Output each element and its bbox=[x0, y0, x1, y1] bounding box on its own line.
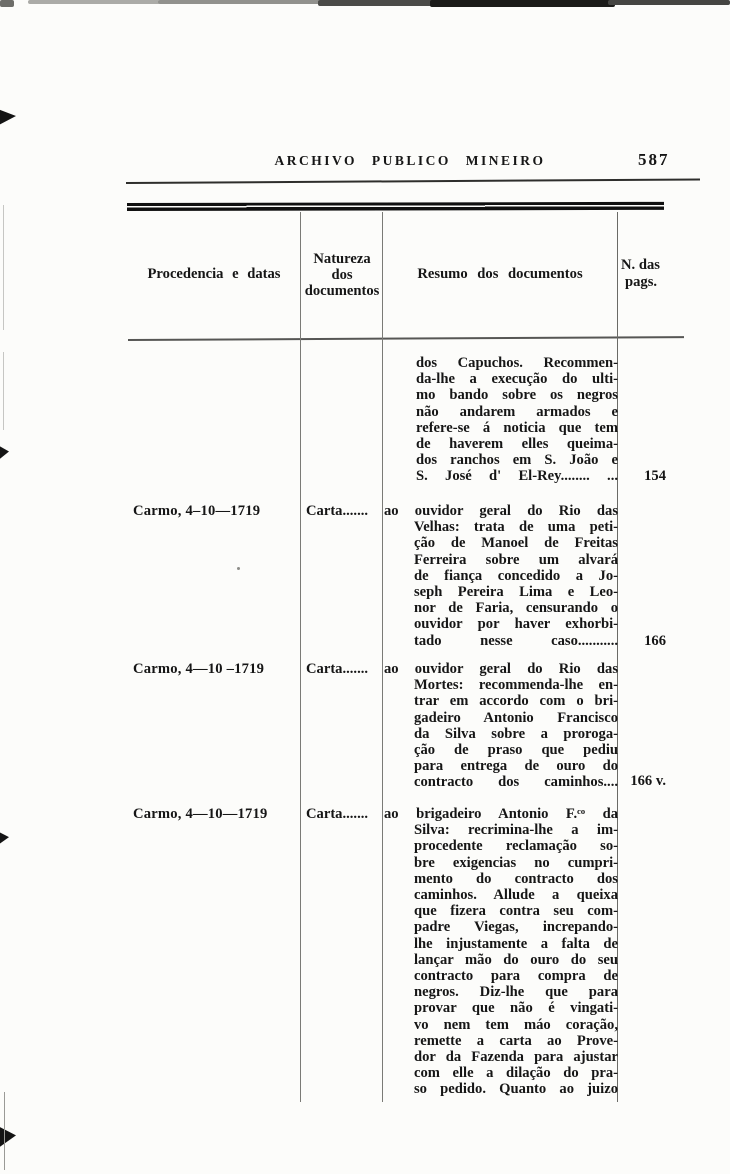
text-line: provar que não é vingati- bbox=[414, 1000, 618, 1017]
text-line: procedente reclamação so- bbox=[414, 838, 618, 855]
column-divider-2 bbox=[382, 212, 383, 1102]
text-line: da Silva sobre a proroga- bbox=[414, 725, 618, 742]
text-line: mento do contracto dos bbox=[414, 870, 618, 887]
text-line: ao ouvidor geral do Rio das bbox=[384, 503, 618, 519]
text-line: ao brigadeiro Antonio F.ᶜᵒ da bbox=[384, 806, 618, 822]
table-top-double-rule bbox=[127, 202, 664, 211]
text-line: trar em accordo com o bri- bbox=[414, 693, 618, 710]
text-line: documentos bbox=[304, 283, 380, 299]
text-line: S. José d' El-Rey........ ... bbox=[416, 468, 618, 485]
text-line: dos ranchos em S. João e bbox=[416, 452, 618, 469]
text-line: so pedido. Quanto ao juizo bbox=[414, 1081, 618, 1098]
scan-mark bbox=[318, 0, 440, 6]
document-nature: Carta....... bbox=[306, 806, 369, 822]
text-line: de haverem elles queima- bbox=[416, 436, 618, 453]
scan-mark bbox=[0, 1124, 16, 1151]
text-line: de fiança concedido a Jo- bbox=[414, 567, 618, 584]
text-line: que fizera contra seu com- bbox=[414, 903, 618, 920]
folio-page-number: 587 bbox=[638, 150, 670, 169]
text-line: caminhos. Allude a queixa bbox=[414, 887, 618, 904]
text-line: ao ouvidor geral do Rio das bbox=[384, 661, 618, 677]
scan-mark bbox=[0, 108, 16, 127]
column-header-procedencia: Procedencia e datas bbox=[147, 266, 281, 282]
text-line: N. das bbox=[621, 257, 660, 273]
page-reference: 154 bbox=[644, 468, 666, 484]
text-line: para entrega de ouro do bbox=[414, 758, 618, 775]
text-line: ção de praso que pediu bbox=[414, 742, 618, 759]
scan-mark bbox=[0, 830, 9, 847]
text-line: dos Capuchos. Recommen- bbox=[416, 355, 618, 371]
text-line: pags. bbox=[625, 273, 658, 290]
text-line: contracto para compra de bbox=[414, 968, 618, 985]
text-line: tado nesse caso........... bbox=[414, 632, 618, 649]
text-line: lançar mão do ouro do seu bbox=[414, 951, 618, 968]
header-rule bbox=[126, 178, 700, 184]
text-line: nor de Faria, censurando o bbox=[414, 600, 618, 617]
text-line: refere-se á noticia que tem bbox=[416, 419, 618, 436]
text-line: padre Viegas, increpando- bbox=[414, 919, 618, 936]
column-header-pags bbox=[621, 257, 673, 290]
text-line: lhe injustamente a falta de bbox=[414, 935, 618, 952]
text-line: Natureza bbox=[313, 251, 371, 267]
text-line: bre exigencias no cumpri- bbox=[414, 854, 618, 871]
text-line: dos bbox=[331, 267, 353, 283]
scan-mark bbox=[3, 205, 4, 330]
procedencia-date: Carmo, 4—10 –1719 bbox=[133, 661, 265, 677]
scan-mark bbox=[0, 444, 9, 462]
page-reference: 166 bbox=[644, 633, 666, 649]
page-reference: 166 v. bbox=[630, 773, 666, 789]
resumo-text bbox=[384, 503, 618, 649]
text-line: Ferreira sobre um alvará bbox=[414, 551, 618, 568]
resumo-text bbox=[384, 661, 618, 791]
text-line: gadeiro Antonio Francisco bbox=[414, 709, 618, 726]
text-line: seph Pereira Lima e Leo- bbox=[414, 584, 618, 601]
scan-mark bbox=[158, 0, 320, 4]
scan-mark bbox=[3, 352, 4, 430]
column-header-natureza bbox=[302, 251, 382, 299]
resumo-text bbox=[384, 806, 618, 1098]
column-header-resumo: Resumo dos documentos bbox=[417, 266, 583, 282]
text-line: com elle a dilação do pra- bbox=[414, 1065, 618, 1082]
resumo-text bbox=[384, 355, 618, 485]
running-header: ARCHIVO PUBLICO MINEIRO bbox=[274, 153, 546, 168]
text-line: Velhas: trata de uma peti- bbox=[414, 519, 618, 536]
text-line: não andarem armados e bbox=[416, 403, 618, 420]
text-line: remette a carta ao Prove- bbox=[414, 1032, 618, 1049]
procedencia-date: Carmo, 4–10—1719 bbox=[133, 503, 261, 519]
scan-mark bbox=[4, 1092, 5, 1170]
procedencia-date: Carmo, 4—10—1719 bbox=[133, 806, 268, 822]
scan-mark bbox=[608, 0, 730, 5]
scan-mark bbox=[0, 0, 14, 7]
text-line: da-lhe a execução do ulti- bbox=[416, 371, 618, 388]
text-line: negros. Diz-lhe que para bbox=[414, 984, 618, 1001]
text-line: mo bando sobre os negros bbox=[416, 387, 618, 404]
text-line: ouvidor por haver exhorbi- bbox=[414, 616, 618, 633]
text-line: contracto dos caminhos.... bbox=[414, 774, 618, 791]
document-nature: Carta....... bbox=[306, 661, 369, 677]
text-line: Mortes: recommenda-lhe en- bbox=[414, 677, 618, 694]
document-nature: Carta....... bbox=[306, 503, 369, 519]
text-line: Silva: recrimina-lhe a im- bbox=[414, 822, 618, 839]
text-line: ção de Manoel de Freitas bbox=[414, 535, 618, 552]
scan-mark bbox=[430, 0, 615, 7]
text-line: vo nem tem máo coração, bbox=[414, 1016, 618, 1033]
scan-mark bbox=[237, 567, 240, 570]
text-line: dor da Fazenda para ajustar bbox=[414, 1049, 618, 1066]
column-divider-1 bbox=[300, 212, 301, 1102]
scan-mark bbox=[28, 0, 160, 4]
column-header-rule bbox=[128, 336, 684, 341]
